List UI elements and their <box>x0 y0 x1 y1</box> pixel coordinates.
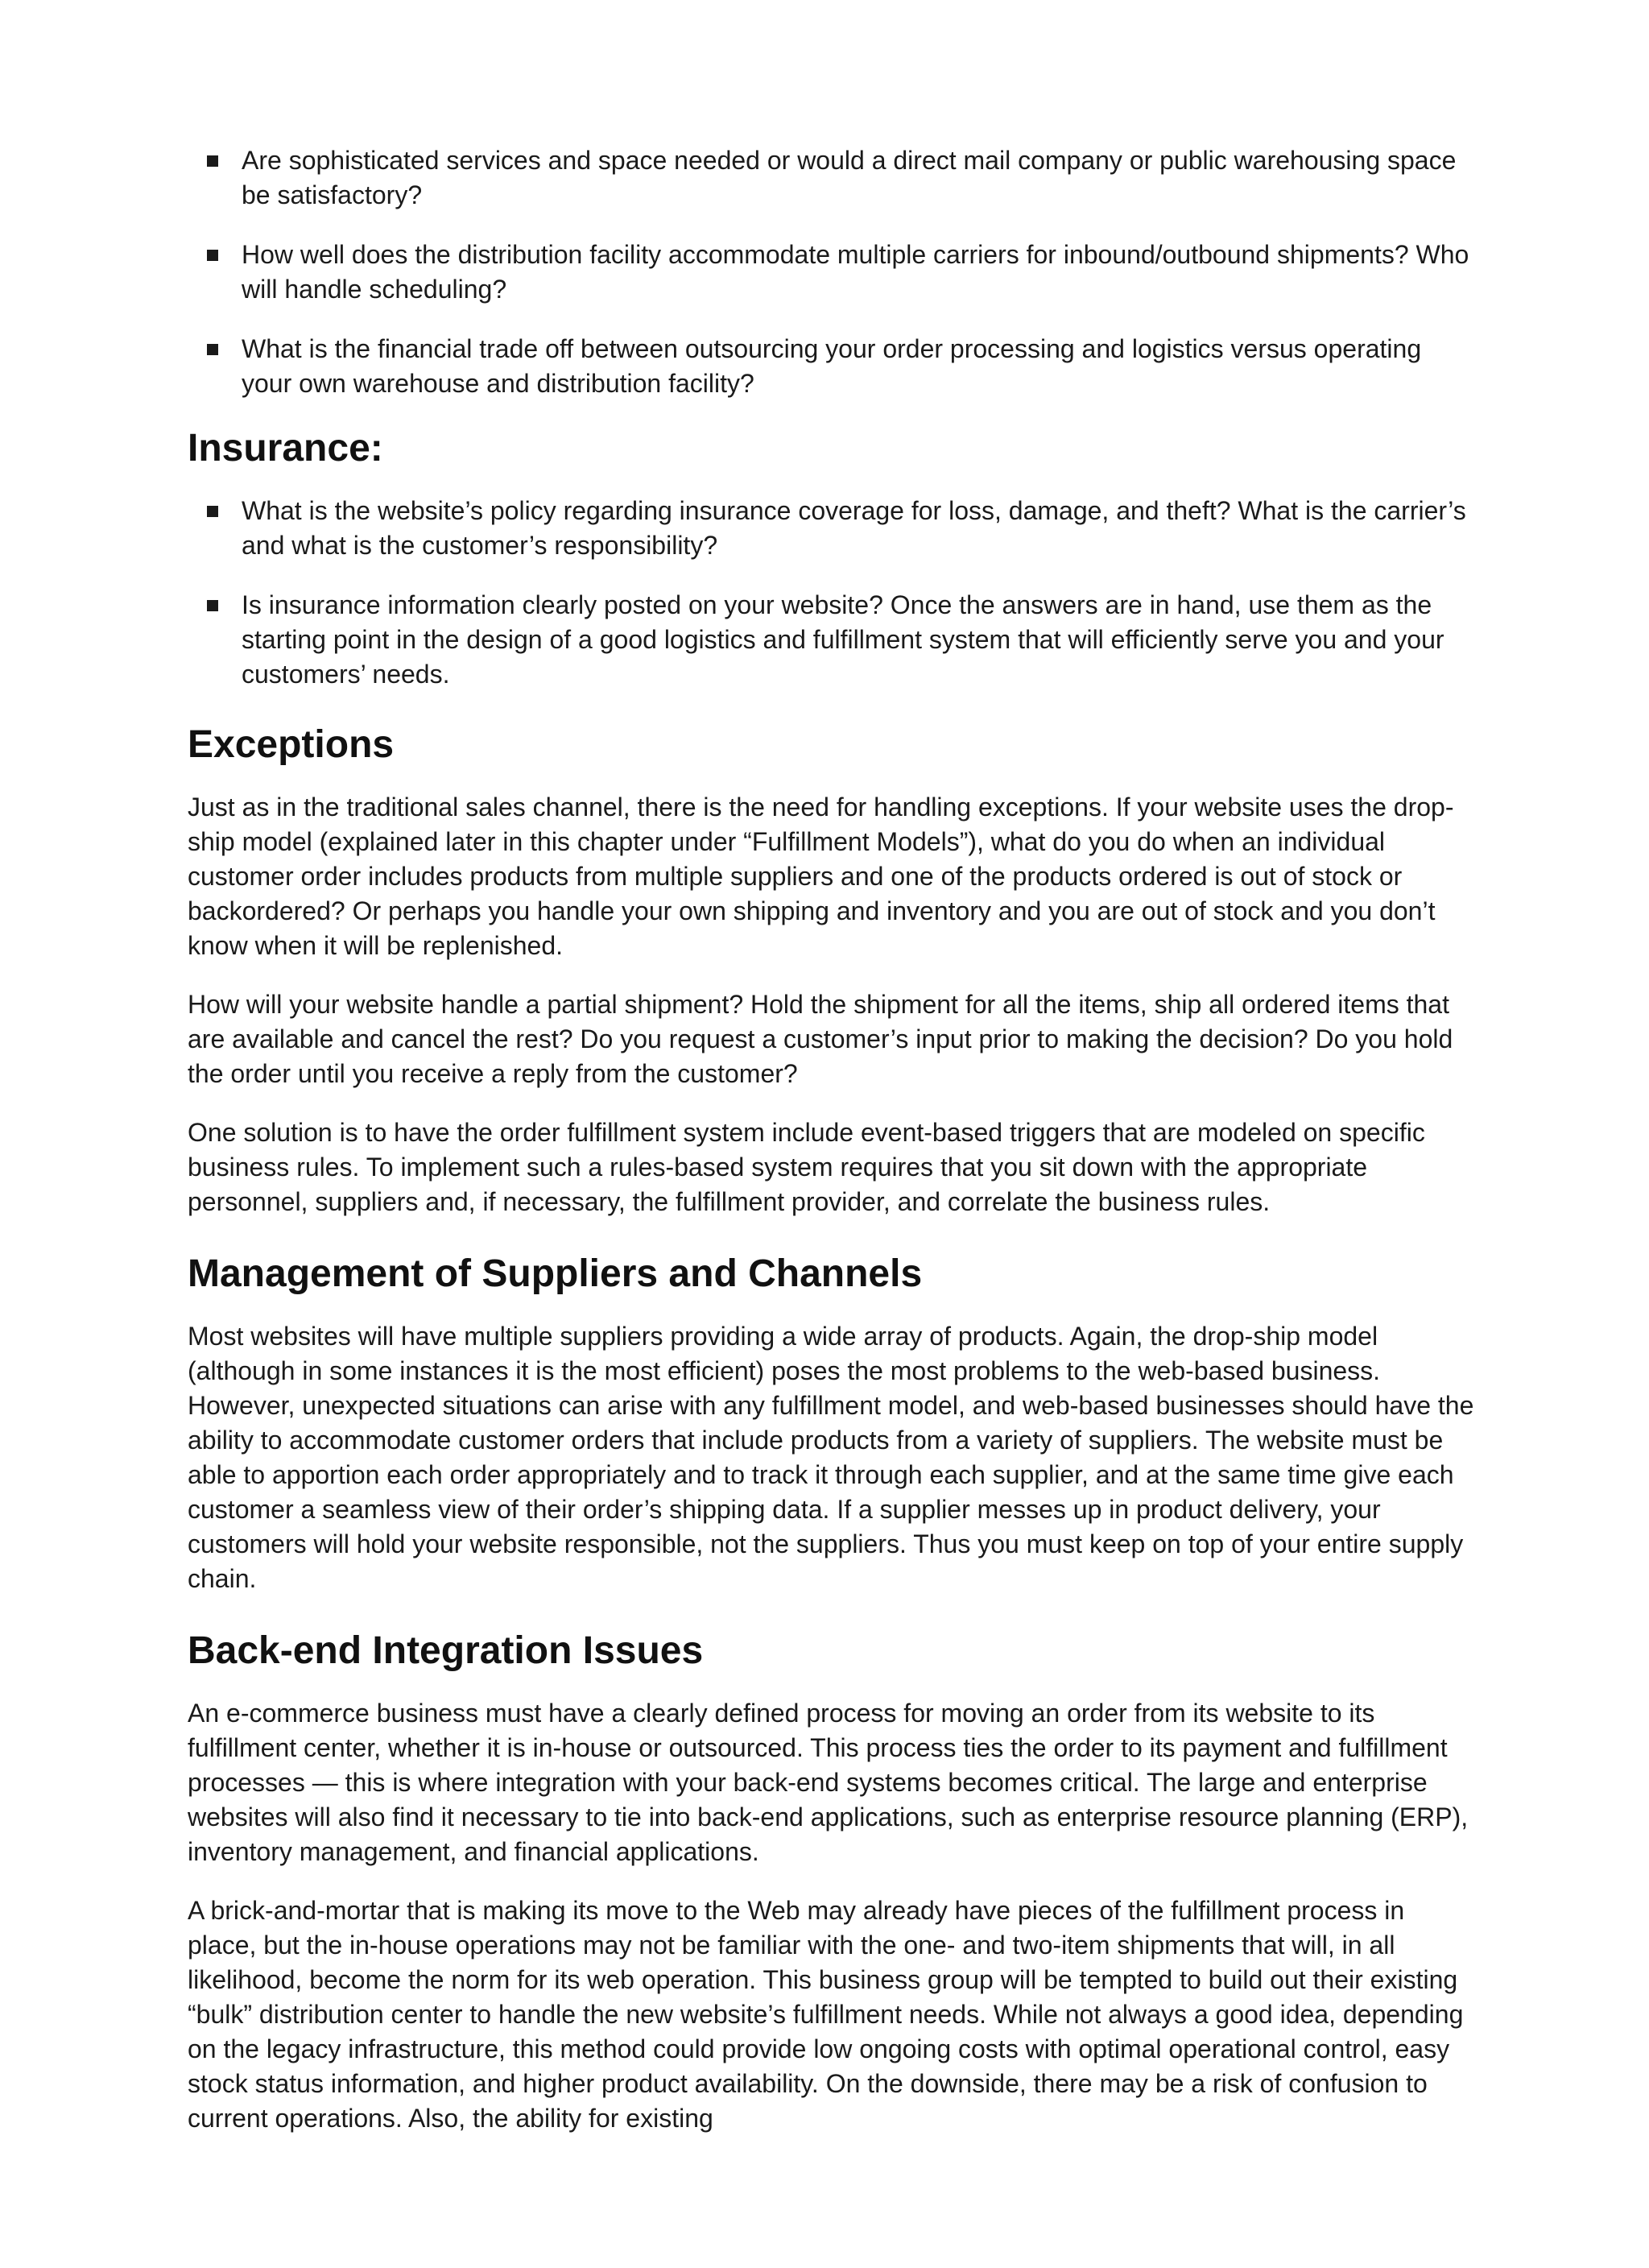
bullet-text: Are sophisticated services and space needed or would a direct mail company or public warehousing space be satisfactory? <box>242 146 1457 209</box>
document-page <box>188 143 1476 2160</box>
bullet-text: What is the financial trade off between outsourcing your order processing and logistics versus operating your own warehouse and distribution facility? <box>242 334 1422 398</box>
bullet-text: What is the website’s policy regarding insurance coverage for loss, damage, and theft? What is the carrier’s and what is the customer’s responsibility? <box>242 496 1466 560</box>
bullet-item <box>188 143 1476 213</box>
bullet-item <box>188 238 1476 307</box>
exceptions-heading: Exceptions <box>188 723 395 766</box>
bullet-item <box>188 332 1476 401</box>
body-paragraph: How will your website handle a partial shipment? Hold the shipment for all the items, ship all ordered items that are available and cancel the rest? Do you request a customer’s input prior to making the decision? Do you hold the order until you receive a reply from the customer? <box>188 990 1453 1088</box>
insurance-section <box>188 426 1476 692</box>
body-paragraph: An e-commerce business must have a clearly defined process for moving an order from its website to its fulfillment center, whether it is in-house or outsourced. This process ties the order to its payment and fulfillment processes — this is where integration with your back-end systems becomes critical. The large and enterprise websites will also find it necessary to tie into back-end applications, such as enterprise resource planning (ERP), inventory management, and financial applications. <box>188 1699 1469 1866</box>
backend-heading: Back-end Integration Issues <box>188 1629 704 1672</box>
management-section <box>188 1252 1476 1596</box>
square-bullet-icon <box>207 250 218 261</box>
body-paragraph: Just as in the traditional sales channel, there is the need for handling exceptions. If your website uses the drop-ship model (explained later in this chapter under “Fulfillment Models”), what do you do when an individual customer order includes products from multiple suppliers and one of the products ordered is out of stock or backordered? Or perhaps you handle your own shipping and inventory and you are out of stock and you don’t know when it will be replenished. <box>188 793 1454 960</box>
square-bullet-icon <box>207 600 218 611</box>
insurance-bullet-list <box>188 494 1476 692</box>
exceptions-section <box>188 722 1476 1219</box>
bullet-text: How well does the distribution facility accommodate multiple carriers for inbound/outbound shipments? Who will handle scheduling? <box>242 240 1469 304</box>
intro-bullet-list <box>188 143 1476 401</box>
square-bullet-icon <box>207 506 218 517</box>
square-bullet-icon <box>207 344 218 355</box>
bullet-text: Is insurance information clearly posted on your website? Once the answers are in hand, use them as the starting point in the design of a good logistics and fulfillment system that will efficiently serve you and your customers’ needs. <box>242 590 1444 689</box>
management-heading: Management of Suppliers and Channels <box>188 1252 923 1295</box>
body-paragraph: One solution is to have the order fulfillment system include event-based triggers that are modeled on specific business rules. To implement such a rules-based system requires that you sit down with the appropriate personnel, suppliers and, if necessary, the fulfillment provider, and correlate the business rules. <box>188 1118 1425 1216</box>
body-paragraph: A brick-and-mortar that is making its move to the Web may already have pieces of the fulfillment process in place, but the in-house operations may not be familiar with the one- and two-item shipments that will, in all likelihood, become the norm for its web operation. This business group will be tempted to build out their existing “bulk” distribution center to handle the new website’s fulfillment needs. While not always a good idea, depending on the legacy infrastructure, this method could provide low ongoing costs with optimal operational control, easy stock status information, and higher product availability. On the downside, there may be a risk of confusion to current operations. Also, the ability for existing <box>188 1896 1464 2133</box>
insurance-heading: Insurance: <box>188 427 383 470</box>
bullet-item <box>188 494 1476 563</box>
backend-section <box>188 1629 1476 2136</box>
square-bullet-icon <box>207 155 218 167</box>
bullet-item <box>188 588 1476 692</box>
body-paragraph: Most websites will have multiple suppliers providing a wide array of products. Again, the drop-ship model (although in some instances it is the most efficient) poses the most problems to the web-based business. However, unexpected situations can arise with any fulfillment model, and web-based businesses should have the ability to accommodate customer orders that include products from a variety of suppliers. The website must be able to apportion each order appropriately and to track it through each supplier, and at the same time give each customer a seamless view of their order’s shipping data. If a supplier messes up in product delivery, your customers will hold your website responsible, not the suppliers. Thus you must keep on top of your entire supply chain. <box>188 1322 1474 1593</box>
